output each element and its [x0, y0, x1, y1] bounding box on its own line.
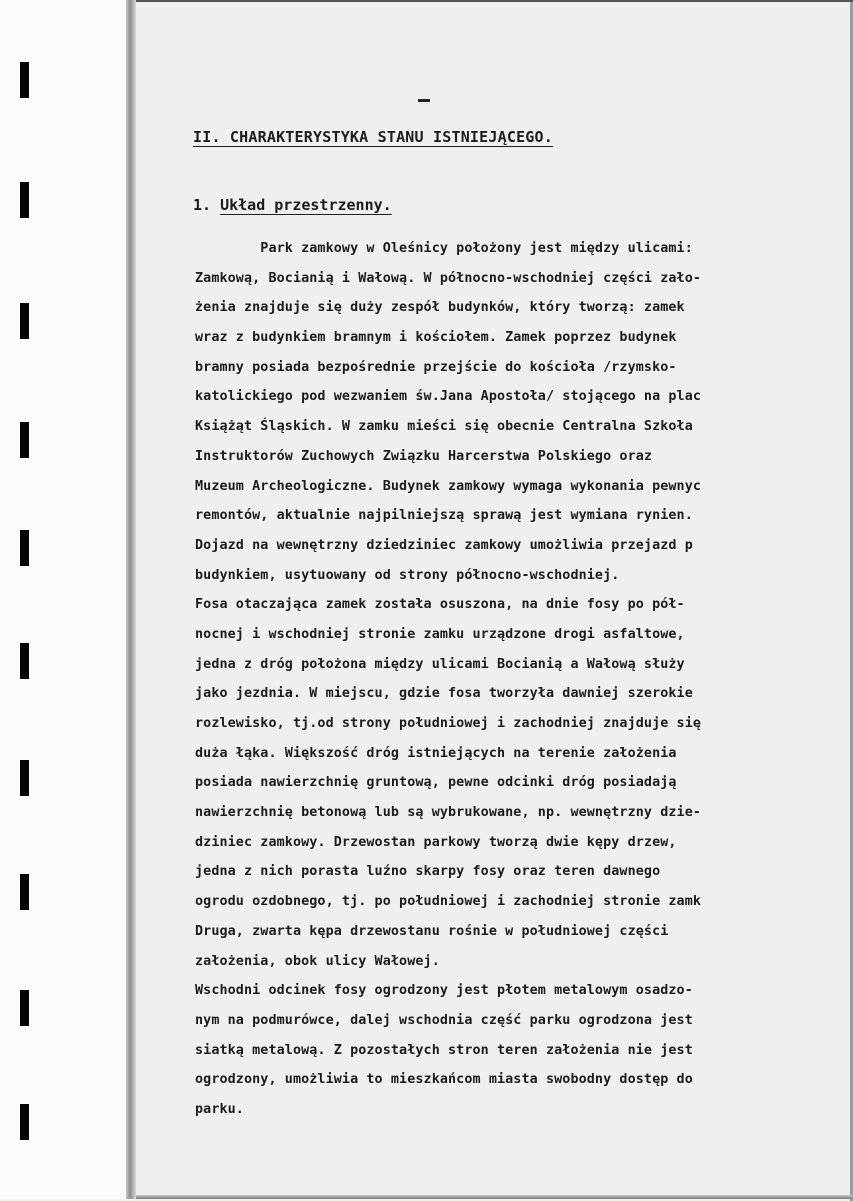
text-line: jedna z dróg położona między ulicami Bocianią a Wałową służy — [195, 656, 685, 672]
film-perforation-mark — [20, 1104, 29, 1140]
text-line: wraz z budynkiem bramnym i kościołem. Zamek poprzez budynek — [195, 330, 677, 346]
text-line: rozlewisko, tj.od strony południowej i zachodniej znajduje się — [195, 716, 702, 731]
text-line: siatką metalową. Z pozostałych stron teren założenia nie jest — [195, 1042, 693, 1058]
film-perforation-mark — [20, 760, 29, 796]
page-bottom-edge — [136, 1195, 853, 1199]
text-line: dziniec zamkowy. Drzewostan parkowy tworzą dwie kępy drzew, — [195, 834, 677, 850]
film-perforation-mark — [20, 303, 29, 339]
film-strip-margin — [0, 0, 130, 1199]
chapter-heading: II. CHARAKTERYSTYKA STANU ISTNIEJĄCEGO. — [193, 128, 553, 146]
text-line: ogrodzony, umożliwia to mieszkańcom miasta swobodny dostęp do — [195, 1072, 693, 1088]
text-line: nawierzchnię betonową lub są wybrukowane, np. wewnętrzny dzie- — [195, 805, 702, 821]
top-dash — [418, 99, 430, 102]
text-line: duża łąka. Większość dróg istniejących na terenie założenia — [195, 745, 677, 761]
section-heading — [193, 196, 392, 214]
text-line: Wschodni odcinek fosy ogrodzony jest płotem metalowym osadzo- — [195, 983, 693, 999]
text-line: żenia znajduje się duży zespół budynków, który tworzą: zamek — [195, 300, 685, 316]
film-perforation-mark — [20, 182, 29, 218]
text-line: bramny posiada bezpośrednie przejście do kościoła /rzymsko- — [195, 359, 677, 375]
text-line: katolickiego pod wezwaniem św.Jana Apostoła/ stojącego na plac — [195, 389, 702, 405]
text-line: budynkiem, usytuowany od strony północno-wschodniej. — [195, 567, 620, 583]
film-perforation-mark — [20, 990, 29, 1026]
text-line: Fosa otaczająca zamek została osuszona, na dnie fosy po pół- — [195, 597, 685, 613]
film-perforation-mark — [20, 530, 29, 566]
text-line: nocnej i wschodniej stronie zamku urządzone drogi asfaltowe, — [195, 626, 685, 642]
section-title: Układ przestrzenny. — [220, 196, 392, 214]
film-perforation-mark — [20, 62, 29, 98]
text-line: jako jezdnia. W miejscu, gdzie fosa tworzyła dawniej szerokie — [195, 686, 693, 702]
body-paragraphs — [195, 234, 845, 1125]
film-perforation-mark — [20, 422, 29, 458]
text-line: Park zamkowy w Oleśnicy położony jest między ulicami: — [195, 241, 693, 256]
text-line: posiada nawierzchnię gruntową, pewne odcinki dróg posiadają — [195, 775, 677, 791]
film-perforation-mark — [20, 874, 29, 910]
text-line: Zamkową, Bocianią i Wałową. W północno-wschodniej części zało- — [195, 270, 702, 286]
text-line: założenia, obok ulicy Wałowej. — [195, 953, 440, 969]
text-line: Druga, zwarta kępa drzewostanu rośnie w południowej części — [195, 923, 669, 939]
text-line: Instruktorów Zuchowych Związku Harcerstwa Polskiego oraz — [195, 448, 653, 464]
text-line: Dojazd na wewnętrzny dziedziniec zamkowy umożliwia przejazd p — [195, 537, 693, 553]
text-line: jedna z nich porasta luźno skarpy fosy oraz teren dawnego — [195, 864, 661, 880]
text-line: ogrodu ozdobnego, tj. po południowej i zachodniej stronie zamk — [195, 894, 702, 910]
section-number: 1. — [193, 196, 212, 214]
text-line: Muzeum Archeologiczne. Budynek zamkowy wymaga wykonania pewnyc — [195, 478, 702, 494]
text-line: Książąt Śląskich. W zamku mieści się obecnie Centralna Szkoła — [195, 419, 693, 435]
text-line: remontów, aktualnie najpilniejszą sprawą jest wymiana rynien. — [195, 508, 693, 524]
page-binding-edge — [126, 0, 136, 1199]
text-line: parku. — [195, 1101, 244, 1117]
text-line: nym na podmurówce, dalej wschodnia część parku ogrodzona jest — [195, 1012, 693, 1028]
film-perforation-mark — [20, 643, 29, 679]
